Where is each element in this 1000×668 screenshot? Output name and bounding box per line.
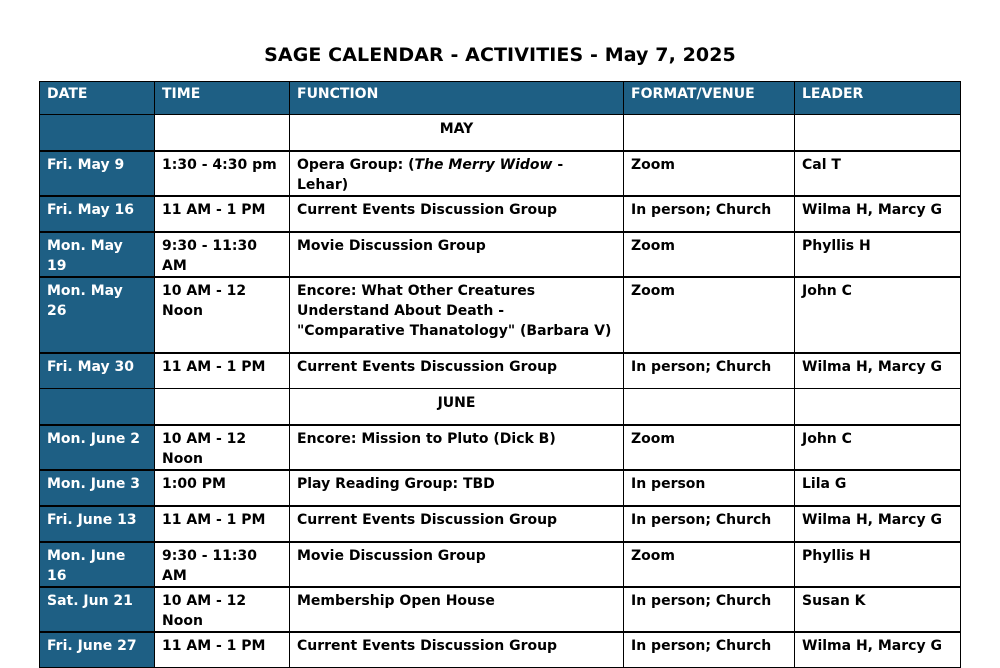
date-cell: Fri. May 30 (40, 353, 155, 389)
table-row (40, 506, 961, 542)
table-row (40, 232, 961, 277)
time-cell: 10 AM - 12 Noon (155, 277, 290, 353)
month-label-june: JUNE (290, 389, 624, 426)
date-cell: Fri. May 16 (40, 196, 155, 232)
table-row (40, 277, 961, 353)
venue-cell: Zoom (624, 542, 795, 587)
time-cell: 1:30 - 4:30 pm (155, 151, 290, 196)
opera-title: The Merry Widow (414, 157, 553, 173)
leader-cell: Wilma H, Marcy G (795, 353, 961, 389)
date-cell: Fri. May 9 (40, 151, 155, 196)
month-row-may (40, 115, 961, 152)
venue-cell: In person; Church (624, 632, 795, 668)
date-cell: Mon. June 16 (40, 542, 155, 587)
header-date: DATE (40, 82, 155, 115)
page-title: SAGE CALENDAR - ACTIVITIES - May 7, 2025 (264, 44, 736, 66)
activities-table (39, 81, 961, 668)
function-cell: Current Events Discussion Group (290, 196, 624, 232)
time-cell: 9:30 - 11:30 AM (155, 232, 290, 277)
table-row (40, 425, 961, 470)
header-venue: FORMAT/VENUE (624, 82, 795, 115)
time-cell: 11 AM - 1 PM (155, 632, 290, 668)
table-row (40, 587, 961, 632)
time-cell: 10 AM - 12 Noon (155, 587, 290, 632)
function-cell: Membership Open House (290, 587, 624, 632)
function-text: Opera Group: ( (297, 157, 415, 173)
venue-cell: Zoom (624, 277, 795, 353)
leader-cell: Wilma H, Marcy G (795, 506, 961, 542)
function-cell: Encore: Mission to Pluto (Dick B) (290, 425, 624, 470)
venue-cell: In person; Church (624, 353, 795, 389)
header-row (40, 82, 961, 115)
leader-cell: John C (795, 425, 961, 470)
venue-cell: In person; Church (624, 587, 795, 632)
leader-cell: Cal T (795, 151, 961, 196)
month-time-cell (155, 389, 290, 426)
venue-cell: Zoom (624, 151, 795, 196)
month-label-may: MAY (290, 115, 624, 152)
time-cell: 9:30 - 11:30 AM (155, 542, 290, 587)
function-cell: Current Events Discussion Group (290, 632, 624, 668)
venue-cell: Zoom (624, 425, 795, 470)
function-text: - Lehar) (297, 157, 564, 193)
time-cell: 11 AM - 1 PM (155, 506, 290, 542)
venue-cell: Zoom (624, 232, 795, 277)
function-cell: Play Reading Group: TBD (290, 470, 624, 506)
month-leader-cell (795, 115, 961, 152)
function-cell (290, 151, 624, 196)
time-cell: 11 AM - 1 PM (155, 353, 290, 389)
leader-cell: Susan K (795, 587, 961, 632)
table-row (40, 151, 961, 196)
date-cell: Mon. May 26 (40, 277, 155, 353)
month-time-cell (155, 115, 290, 152)
leader-cell: Wilma H, Marcy G (795, 196, 961, 232)
header-leader: LEADER (795, 82, 961, 115)
header-function: FUNCTION (290, 82, 624, 115)
function-cell: Current Events Discussion Group (290, 353, 624, 389)
date-cell: Mon. June 2 (40, 425, 155, 470)
venue-cell: In person; Church (624, 506, 795, 542)
month-venue-cell (624, 115, 795, 152)
table-row (40, 632, 961, 668)
time-cell: 1:00 PM (155, 470, 290, 506)
month-date-cell (40, 389, 155, 426)
leader-cell: Lila G (795, 470, 961, 506)
time-cell: 10 AM - 12 Noon (155, 425, 290, 470)
leader-cell: Phyllis H (795, 232, 961, 277)
date-cell: Fri. June 13 (40, 506, 155, 542)
leader-cell: John C (795, 277, 961, 353)
date-cell: Mon. June 3 (40, 470, 155, 506)
table-row (40, 470, 961, 506)
month-row-june (40, 389, 961, 426)
date-cell: Fri. June 27 (40, 632, 155, 668)
leader-cell: Wilma H, Marcy G (795, 632, 961, 668)
function-cell: Current Events Discussion Group (290, 506, 624, 542)
date-cell: Mon. May 19 (40, 232, 155, 277)
function-cell: Encore: What Other Creatures Understand About Death - "Comparative Thanatology" (Barbara V) (290, 277, 624, 353)
month-venue-cell (624, 389, 795, 426)
function-cell: Movie Discussion Group (290, 542, 624, 587)
month-leader-cell (795, 389, 961, 426)
time-cell: 11 AM - 1 PM (155, 196, 290, 232)
function-cell: Movie Discussion Group (290, 232, 624, 277)
venue-cell: In person (624, 470, 795, 506)
table-row (40, 196, 961, 232)
header-time: TIME (155, 82, 290, 115)
table-row (40, 353, 961, 389)
month-date-cell (40, 115, 155, 152)
venue-cell: In person; Church (624, 196, 795, 232)
leader-cell: Phyllis H (795, 542, 961, 587)
table-row (40, 542, 961, 587)
date-cell: Sat. Jun 21 (40, 587, 155, 632)
